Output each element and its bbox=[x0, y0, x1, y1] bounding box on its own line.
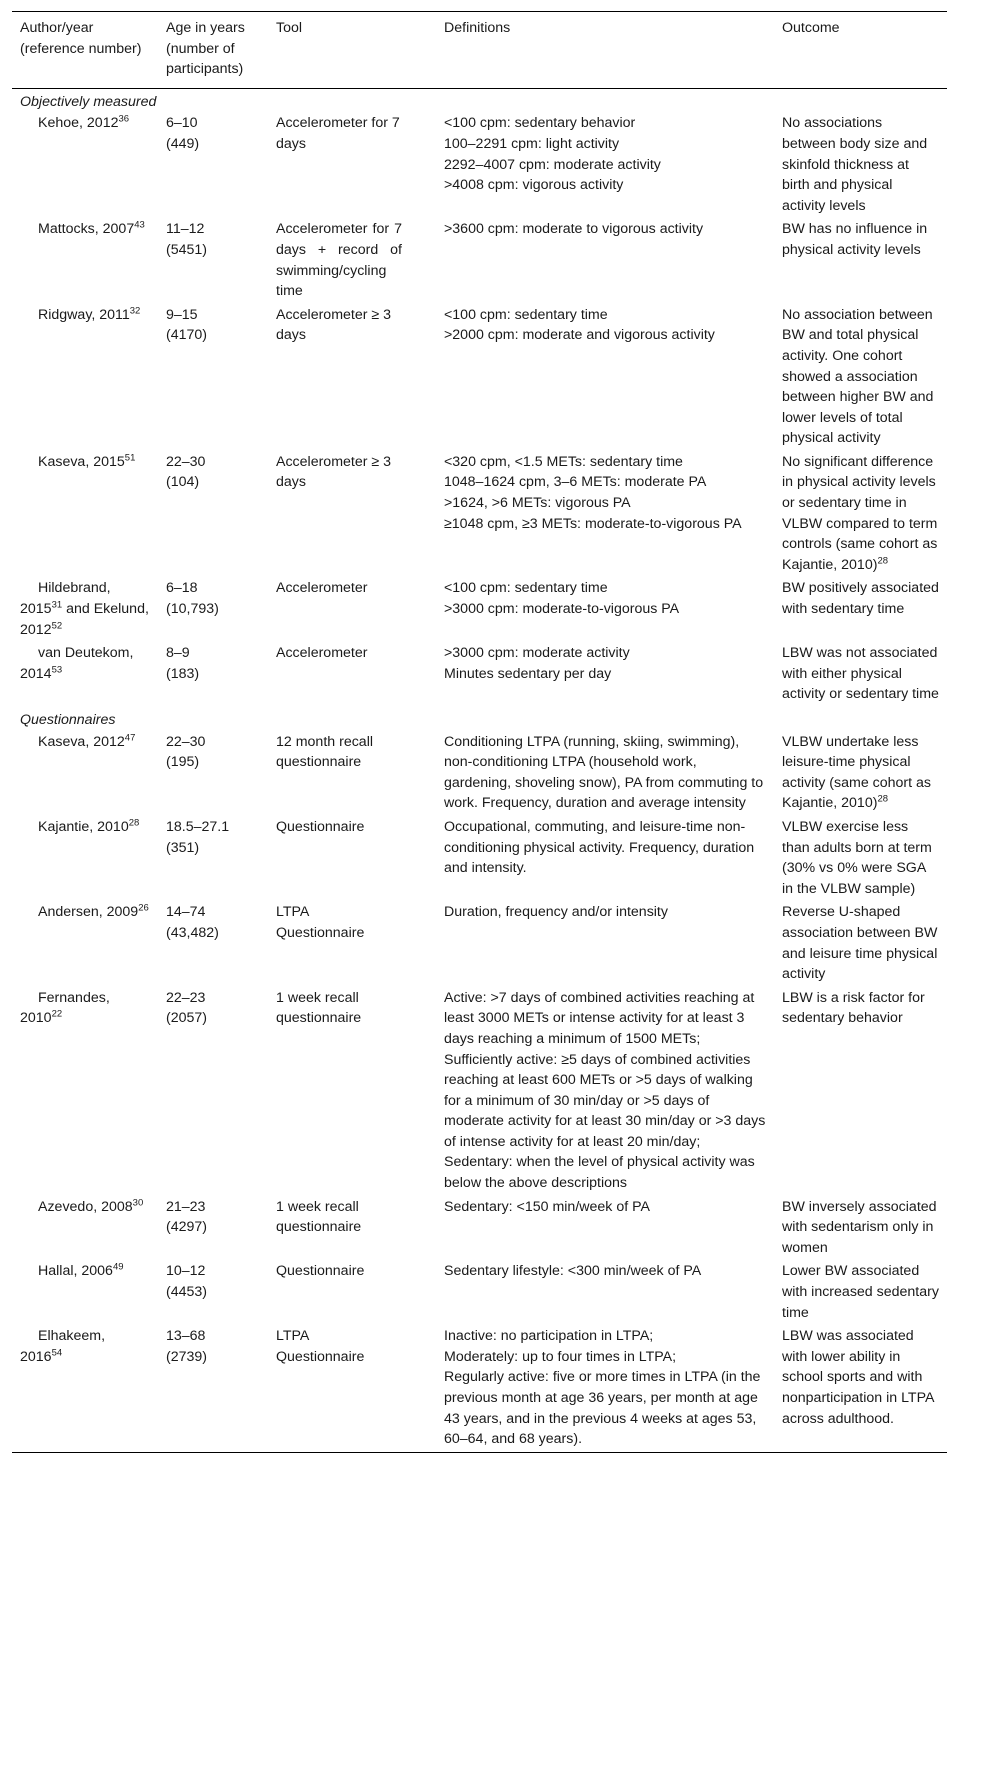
outcome-cell: BW positively associated with sedentary time bbox=[782, 580, 939, 618]
author-cell: Elhakeem, 2016$^{54}$ bbox=[20, 1328, 106, 1365]
tool-cell: Accelerometer bbox=[276, 645, 368, 662]
definitions-cell: >3000 cpm: moderate activity Minutes sedentary per day bbox=[444, 645, 630, 682]
table-row bbox=[12, 987, 947, 1196]
tool-cell: Accelerometer for 7 days bbox=[276, 115, 400, 152]
table-row bbox=[12, 816, 947, 901]
tool-cell: Accelerometer for 7 days + record of swimming/cycling time bbox=[276, 221, 402, 300]
tool-cell: Questionnaire bbox=[276, 1263, 365, 1280]
header-tool: Tool bbox=[276, 20, 303, 36]
outcome-cell: LBW was associated with lower ability in school sports and with nonparticipation in LTPA across adulthood. bbox=[782, 1328, 934, 1427]
table-row bbox=[12, 1325, 947, 1452]
header-age: Age in years (number of participants) bbox=[166, 20, 245, 78]
age-cell: 11–12 (5451) bbox=[166, 221, 208, 258]
author-cell: Hildebrand, 2015$^{31}$ and Ekelund, 2012$^{52}$ bbox=[20, 580, 149, 638]
author-cell: Ridgway, 2011$^{32}$ bbox=[38, 304, 141, 323]
outcome-cell: VLBW exercise less than adults born at term (30% vs 0% were SGA in the VLBW sample) bbox=[782, 818, 932, 897]
author-cell: Hallal, 2006$^{49}$ bbox=[38, 1261, 124, 1280]
outcome-cell: No significant difference in physical activity levels or sedentary time in VLBW compared to term controls (same cohort as Kajantie, 2010)$^{28}$ bbox=[782, 453, 938, 573]
author-cell: Kaseva, 2012$^{47}$ bbox=[38, 731, 136, 750]
header-author: Author/year (reference number) bbox=[20, 20, 142, 57]
age-cell: 21–23 (4297) bbox=[166, 1198, 208, 1236]
outcome-cell: LBW was not associated with either physical activity or sedentary time bbox=[782, 645, 939, 703]
tool-cell: 1 week recall questionnaire bbox=[276, 989, 362, 1027]
table-row bbox=[12, 1196, 947, 1261]
tool-cell: Accelerometer bbox=[276, 580, 368, 597]
table-row bbox=[12, 1260, 947, 1325]
tool-cell: 1 week recall questionnaire bbox=[276, 1198, 362, 1236]
tool-cell: LTPA Questionnaire bbox=[276, 1328, 365, 1365]
definitions-cell: Conditioning LTPA (running, skiing, swimming), non-conditioning LTPA (household work, gardening, shoveling snow), PA from commuting to work. Frequency, duration and average intensity bbox=[444, 733, 764, 812]
outcome-cell: BW has no influence in physical activity levels bbox=[782, 221, 928, 258]
table-row bbox=[12, 112, 947, 218]
table-row bbox=[12, 218, 947, 303]
outcome-cell: No association between BW and total physical activity. One cohort showed a association between higher BW and lower levels of total physical activity bbox=[782, 306, 934, 447]
age-cell: 6–18 (10,793) bbox=[166, 580, 219, 618]
author-cell: Kaseva, 2015$^{51}$ bbox=[38, 452, 136, 470]
table-row bbox=[12, 577, 947, 642]
age-cell: 22–30 (195) bbox=[166, 733, 206, 771]
definitions-cell: Active: >7 days of combined activities reaching at least 3000 METs or intense activity for at least 3 days reaching a minimum of 1500 METs; Sufficiently active: ≥5 days of combined activities reaching at least 600 METs or >5 days of walking for a minimum of 30 min/day or >5 days of moderate activity for at least 30 min/day or >3 days of intense activity for at least 20 min/day; Sedentary: when the level of physical activity was below the above descriptions bbox=[444, 989, 766, 1192]
definitions-cell: Duration, frequency and/or intensity bbox=[444, 904, 668, 921]
age-cell: 9–15 (4170) bbox=[166, 306, 208, 344]
author-cell: Andersen, 2009$^{26}$ bbox=[38, 902, 149, 921]
table-row bbox=[12, 901, 947, 986]
author-cell: Fernandes, 2010$^{22}$ bbox=[20, 989, 110, 1027]
age-cell: 8–9 (183) bbox=[166, 645, 200, 682]
author-cell: van Deutekom, 2014$^{53}$ bbox=[20, 645, 134, 682]
table-row bbox=[12, 731, 947, 816]
study-table bbox=[12, 11, 947, 1453]
definitions-cell: Occupational, commuting, and leisure-time non-conditioning physical activity. Frequency, duration and intensity. bbox=[444, 818, 755, 877]
definitions-cell: <320 cpm, <1.5 METs: sedentary time 1048–1624 cpm, 3–6 METs: moderate PA >1624, >6 METs: vigorous PA ≥1048 cpm, ≥3 METs: moderate-to-vigorous PA bbox=[444, 453, 742, 532]
definitions-cell: <100 cpm: sedentary behavior 100–2291 cpm: light activity 2292–4007 cpm: moderate activity >4008 cpm: vigorous activity bbox=[444, 115, 661, 194]
outcome-cell: No associations between body size and skinfold thickness at birth and physical activity levels bbox=[782, 115, 928, 214]
table-row bbox=[12, 642, 947, 707]
age-cell: 18.5–27.1 (351) bbox=[166, 818, 230, 856]
section-row-questionnaires bbox=[12, 707, 947, 731]
outcome-cell: VLBW undertake less leisure-time physical activity (same cohort as Kajantie, 2010)$^{28}$ bbox=[782, 733, 932, 812]
tool-cell: Accelerometer ≥ 3 days bbox=[276, 453, 392, 491]
age-cell: 10–12 (4453) bbox=[166, 1263, 208, 1301]
author-cell: Mattocks, 2007$^{43}$ bbox=[38, 219, 145, 238]
section-row-objective bbox=[12, 88, 947, 112]
age-cell: 22–23 (2057) bbox=[166, 989, 208, 1027]
table-row bbox=[12, 451, 947, 578]
section-title-objective: Objectively measured bbox=[20, 93, 157, 110]
outcome-cell: Reverse U-shaped association between BW and leisure time physical activity bbox=[782, 904, 938, 983]
age-cell: 6–10 (449) bbox=[166, 115, 200, 152]
definitions-cell: >3600 cpm: moderate to vigorous activity bbox=[444, 221, 704, 238]
section-title-questionnaires: Questionnaires bbox=[20, 712, 116, 728]
age-cell: 14–74 (43,482) bbox=[166, 904, 219, 941]
tool-cell: Accelerometer ≥ 3 days bbox=[276, 306, 392, 344]
definitions-cell: <100 cpm: sedentary time >2000 cpm: moderate and vigorous activity bbox=[444, 306, 715, 344]
tool-cell: LTPA Questionnaire bbox=[276, 904, 365, 941]
outcome-cell: BW inversely associated with sedentarism only in women bbox=[782, 1198, 937, 1256]
outcome-cell: LBW is a risk factor for sedentary behavior bbox=[782, 989, 925, 1027]
tool-cell: Questionnaire bbox=[276, 818, 365, 835]
definitions-cell: Sedentary lifestyle: <300 min/week of PA bbox=[444, 1263, 702, 1280]
author-cell: Azevedo, 2008$^{30}$ bbox=[38, 1196, 144, 1215]
age-cell: 22–30 (104) bbox=[166, 453, 206, 491]
author-cell: Kehoe, 2012$^{36}$ bbox=[38, 113, 130, 132]
header-definitions: Definitions bbox=[444, 20, 511, 36]
definitions-cell: Inactive: no participation in LTPA; Moderately: up to four times in LTPA; Regularly active: five or more times in LTPA (in the previous month at age 36 years, per month at age 43 years, and in the previous 4 weeks at ages 53, 60–64, and 68 years). bbox=[444, 1328, 761, 1448]
definitions-cell: <100 cpm: sedentary time >3000 cpm: moderate-to-vigorous PA bbox=[444, 580, 680, 618]
header-row bbox=[12, 12, 947, 89]
author-cell: Kajantie, 2010$^{28}$ bbox=[38, 817, 140, 835]
definitions-cell: Sedentary: <150 min/week of PA bbox=[444, 1198, 650, 1215]
tool-cell: 12 month recall questionnaire bbox=[276, 733, 373, 771]
header-outcome: Outcome bbox=[782, 20, 840, 36]
outcome-cell: Lower BW associated with increased sedentary time bbox=[782, 1263, 939, 1321]
table-row bbox=[12, 304, 947, 451]
age-cell: 13–68 (2739) bbox=[166, 1328, 208, 1365]
